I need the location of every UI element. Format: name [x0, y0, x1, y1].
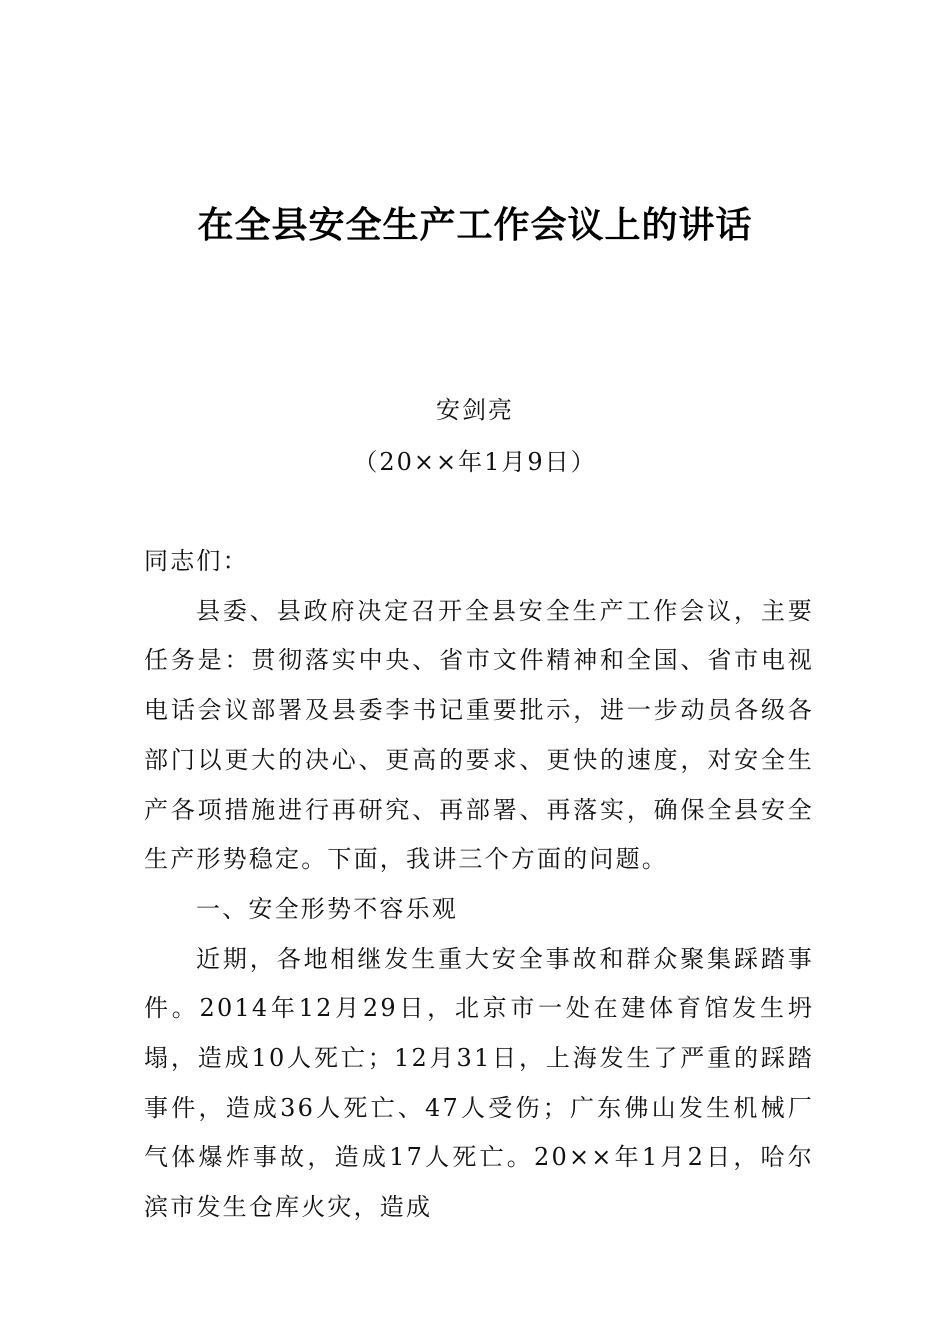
document-title: 在全县安全生产工作会议上的讲话 — [197, 205, 753, 246]
document-body — [144, 537, 814, 1233]
salutation: 同志们： — [144, 547, 249, 575]
document-author: 安剑亮 — [436, 396, 514, 424]
document-date: （20××年1月9日） — [353, 448, 597, 476]
paragraph-intro: 县委、县政府决定召开全县安全生产工作会议，主要任务是：贯彻落实中央、省市文件精神和全国、省市电视电话会议部署及县委李书记重要批示，进一步动员各级各部门以更大的决心、更高的要求、更快的速度，对安全生产各项措施进行再研究、再部署、再落实，确保全县安全生产形势稳定。下面，我讲三个方面的问题。 — [144, 596, 814, 874]
section-heading: 一、安全形势不容乐观 — [196, 894, 458, 923]
paragraph-incidents: 近期，各地相继发生重大安全事故和群众聚集踩踏事件。2014年12月29日，北京市一处在建体育馆发生坍塌，造成10人死亡；12月31日，上海发生了严重的踩踏事件，造成36人死亡、47人受伤；广东佛山发生机械厂气体爆炸事故，造成17人死亡。20××年1月2日，哈尔滨市发生仓库火灾，造成 — [144, 944, 814, 1222]
